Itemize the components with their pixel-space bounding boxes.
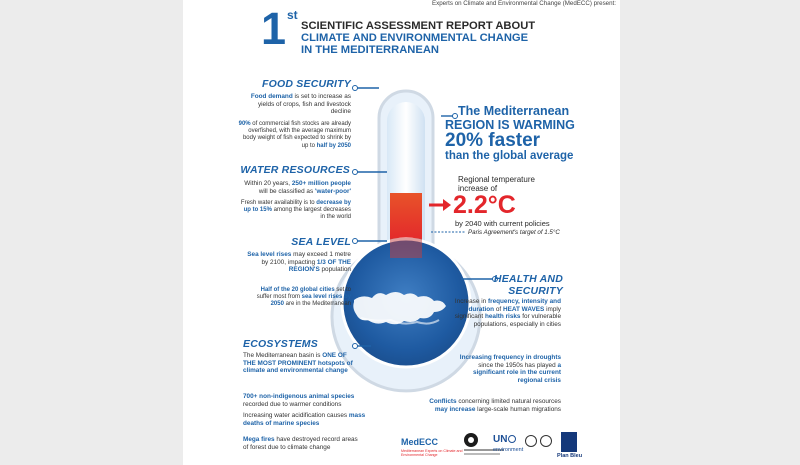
- medecc-logo: MedECC: [401, 437, 439, 447]
- infographic-poster: [183, 0, 620, 465]
- temperature-by: by 2040 with current policies: [455, 219, 550, 228]
- un-environment-sub: environment: [493, 447, 524, 453]
- water-paragraph-2: Fresh water availability is to decrease by up to 15% among the largest decreases in the world: [240, 200, 351, 221]
- ecosystems-paragraph-2: 700+ non-indigenous animal species recorded due to warmer conditions: [243, 393, 355, 408]
- food-paragraph-2: 90% of commercial fish stocks are already overfished, with the average maximum body weight of fish expected to shrink by up to half by 2050: [238, 121, 351, 149]
- health-title-line2: SECURITY: [508, 285, 563, 297]
- temperature-label-2: increase of: [458, 184, 498, 193]
- header-line3: IN THE MEDITERRANEAN: [301, 44, 439, 56]
- health-paragraph-2: Increasing frequency in droughts since the 1950s has played a significant role in the current regional crisis: [459, 354, 561, 384]
- ecosystems-paragraph-1: The Mediterranean basin is ONE OF THE MOST PROMINENT hotspots of climate and environmental change: [243, 352, 353, 375]
- headline-line2: REGION IS WARMING: [445, 118, 575, 132]
- water-connector-dot: [352, 169, 358, 175]
- map-emblem-icon: [525, 435, 537, 447]
- sea-connector-dot: [352, 238, 358, 244]
- health-title-line1: HEALTH AND: [493, 273, 563, 285]
- un-environment-logo: UN: [493, 434, 516, 445]
- health-paragraph-1: Increase in frequency, intensity and duration of HEAT WAVES imply significant health risks for vulnerable populations, especially in cities: [454, 298, 561, 328]
- ufm-logo-icon: [464, 433, 478, 447]
- header-number-sup: st: [287, 8, 298, 22]
- ufm-logo-text-line-2: [464, 453, 500, 455]
- water-paragraph-1: Within 20 years, 250+ million people will be classified as 'water-poor': [244, 180, 351, 195]
- temperature-value: 2.2°C: [453, 191, 516, 219]
- temperature-label-1: Regional temperature: [458, 175, 535, 184]
- sea-paragraph-2: Half of the 20 global cities set to suffer most from sea level rises by 2050 are in the Mediterranean: [256, 287, 351, 308]
- food-connector-dot: [352, 85, 358, 91]
- header-line2: CLIMATE AND ENVIRONMENTAL CHANGE: [301, 32, 529, 44]
- water-resources-title: WATER RESOURCES: [240, 164, 350, 176]
- food-paragraph-1: Food demand is set to increase as yields of crops, fish and livestock decline: [250, 93, 351, 116]
- ecosystems-title: ECOSYSTEMS: [243, 338, 318, 350]
- medecc-logo-subtitle: Mediterranean Experts on Climate and Environmental Change: [401, 449, 463, 457]
- sea-level-title: SEA LEVEL: [291, 236, 351, 248]
- union-emblem-icon: [540, 435, 552, 447]
- header-top-line: Experts on Climate and Environmental Change (MedECC) present:: [432, 0, 616, 7]
- ecosystems-paragraph-4: Mega fires have destroyed record areas of forest due to climate change: [243, 436, 358, 451]
- food-security-title: FOOD SECURITY: [262, 78, 351, 90]
- header-line1: SCIENTIFIC ASSESSMENT REPORT ABOUT: [301, 20, 536, 32]
- headline-line3: 20% faster: [445, 130, 541, 151]
- sea-paragraph-1: Sea level rises may exceed 1 metre by 2100, impacting 1/3 OF THE REGION'S population: [247, 251, 351, 274]
- plan-bleu-logo-icon: [561, 432, 577, 452]
- header-number: 1: [261, 3, 287, 54]
- paris-target-label: Paris Agreement's target of 1.5°C: [468, 229, 560, 236]
- health-paragraph-3: Conflicts concerning limited natural resources may increase large-scale human migrations: [429, 398, 561, 413]
- headline-line4: than the global average: [445, 150, 574, 162]
- ecosystems-paragraph-3: Increasing water acidification causes mass deaths of marine species: [243, 412, 366, 427]
- plan-bleu-label: Plan Bleu: [557, 453, 583, 459]
- headline-line1: The Mediterranean: [458, 104, 570, 118]
